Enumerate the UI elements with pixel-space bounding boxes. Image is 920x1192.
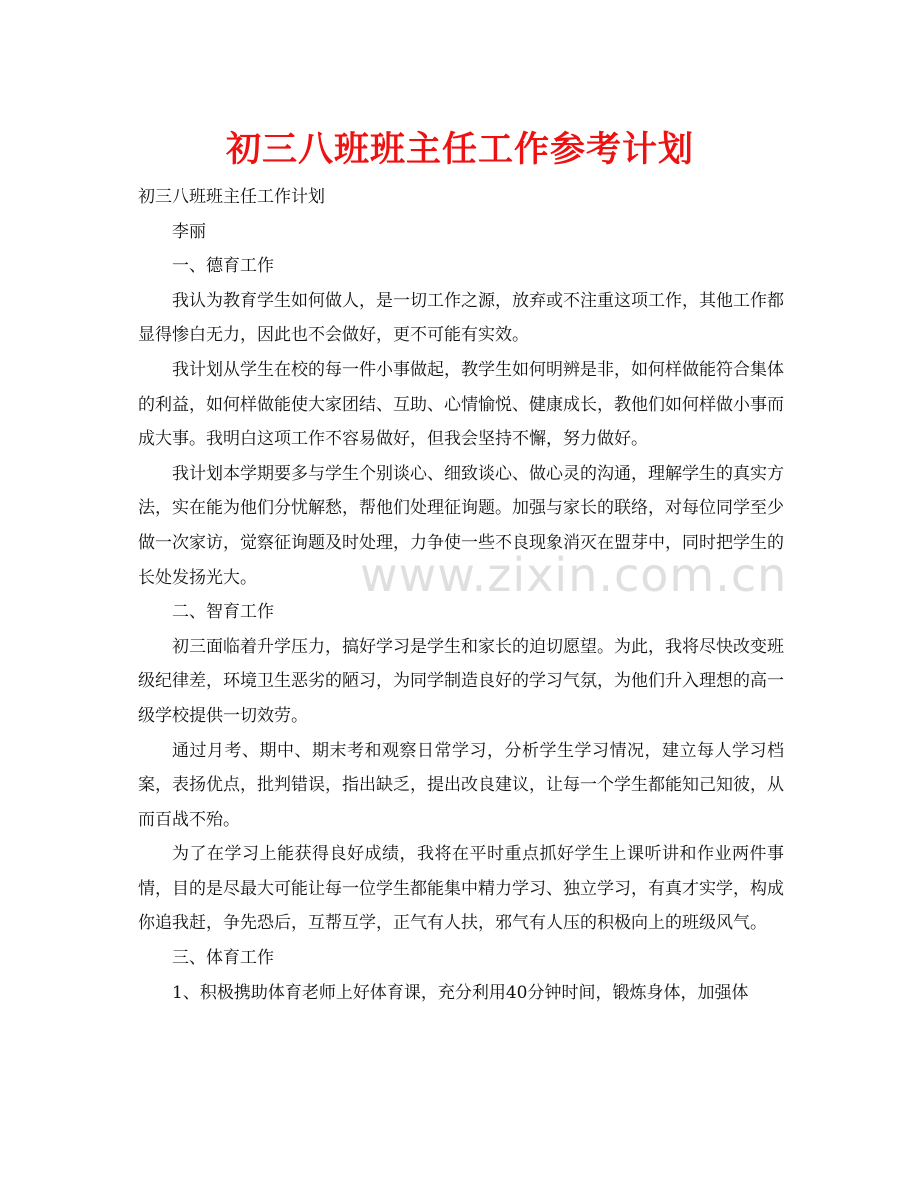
document-subtitle: 初三八班班主任工作计划 bbox=[138, 187, 325, 207]
paragraph: 我认为教育学生如何做人，是一切工作之源，放弃或不注重这项工作，其他工作都显得惨白无力，因此也不会做好，更不可能有实效。 bbox=[138, 290, 784, 346]
paragraph: 通过月考、期中、期末考和观察日常学习，分析学生学习情况，建立每人学习档案，表扬优点，批判错误，指出缺乏，提出改良建议，让每一个学生都能知己知彼，从而百战不殆。 bbox=[138, 740, 784, 830]
paragraph: 初三面临着升学压力，搞好学习是学生和家长的迫切愿望。为此，我将尽快改变班级纪律差，环境卫生恶劣的陋习，为同学制造良好的学习气氛，为他们升入理想的高一级学校提供一切效劳。 bbox=[138, 636, 784, 726]
document-title: 初三八班班主任工作参考计划 bbox=[225, 130, 694, 170]
paragraph: 我计划本学期要多与学生个别谈心、细致谈心、做心灵的沟通，理解学生的真实方法，实在能为他们分忧解愁，帮他们处理征询题。加强与家长的联络，对每位同学至少做一次家访，觉察征询题及时处理，力争使一些不良现象消灭在盟芽中，同时把学生的长处发扬光大。 bbox=[138, 463, 784, 588]
section-heading-physical: 三、体育工作 bbox=[172, 948, 274, 969]
paragraph: 为了在学习上能获得良好成绩，我将在平时重点抓好学生上课听讲和作业两件事情，目的是尽最大可能让每一位学生都能集中精力学习、独立学习，有真才实学，构成你追我赶，争先恐后，互帮互学，正气有人扶，邪气有人压的积极向上的班级风气。 bbox=[138, 844, 784, 934]
document-body bbox=[138, 180, 784, 1010]
section-heading-moral: 一、德育工作 bbox=[172, 256, 274, 277]
watermark-text: www.zixin.com.cn bbox=[360, 548, 788, 602]
author-name: 李丽 bbox=[172, 221, 206, 242]
section-heading-intellectual: 二、智育工作 bbox=[172, 602, 274, 623]
paragraph: 我计划从学生在校的每一件小事做起，教学生如何明辨是非，如何样做能符合集体的利益，如何样做能使大家团结、互助、心情愉悦、健康成长，教他们如何样做小事而成大事。我明白这项工作不容易做好，但我会坚持不懈，努力做好。 bbox=[138, 359, 784, 450]
paragraph: 1、积极携助体育老师上好体育课，充分利用40分钟时间，锻炼身体，加强体 bbox=[172, 982, 749, 1003]
